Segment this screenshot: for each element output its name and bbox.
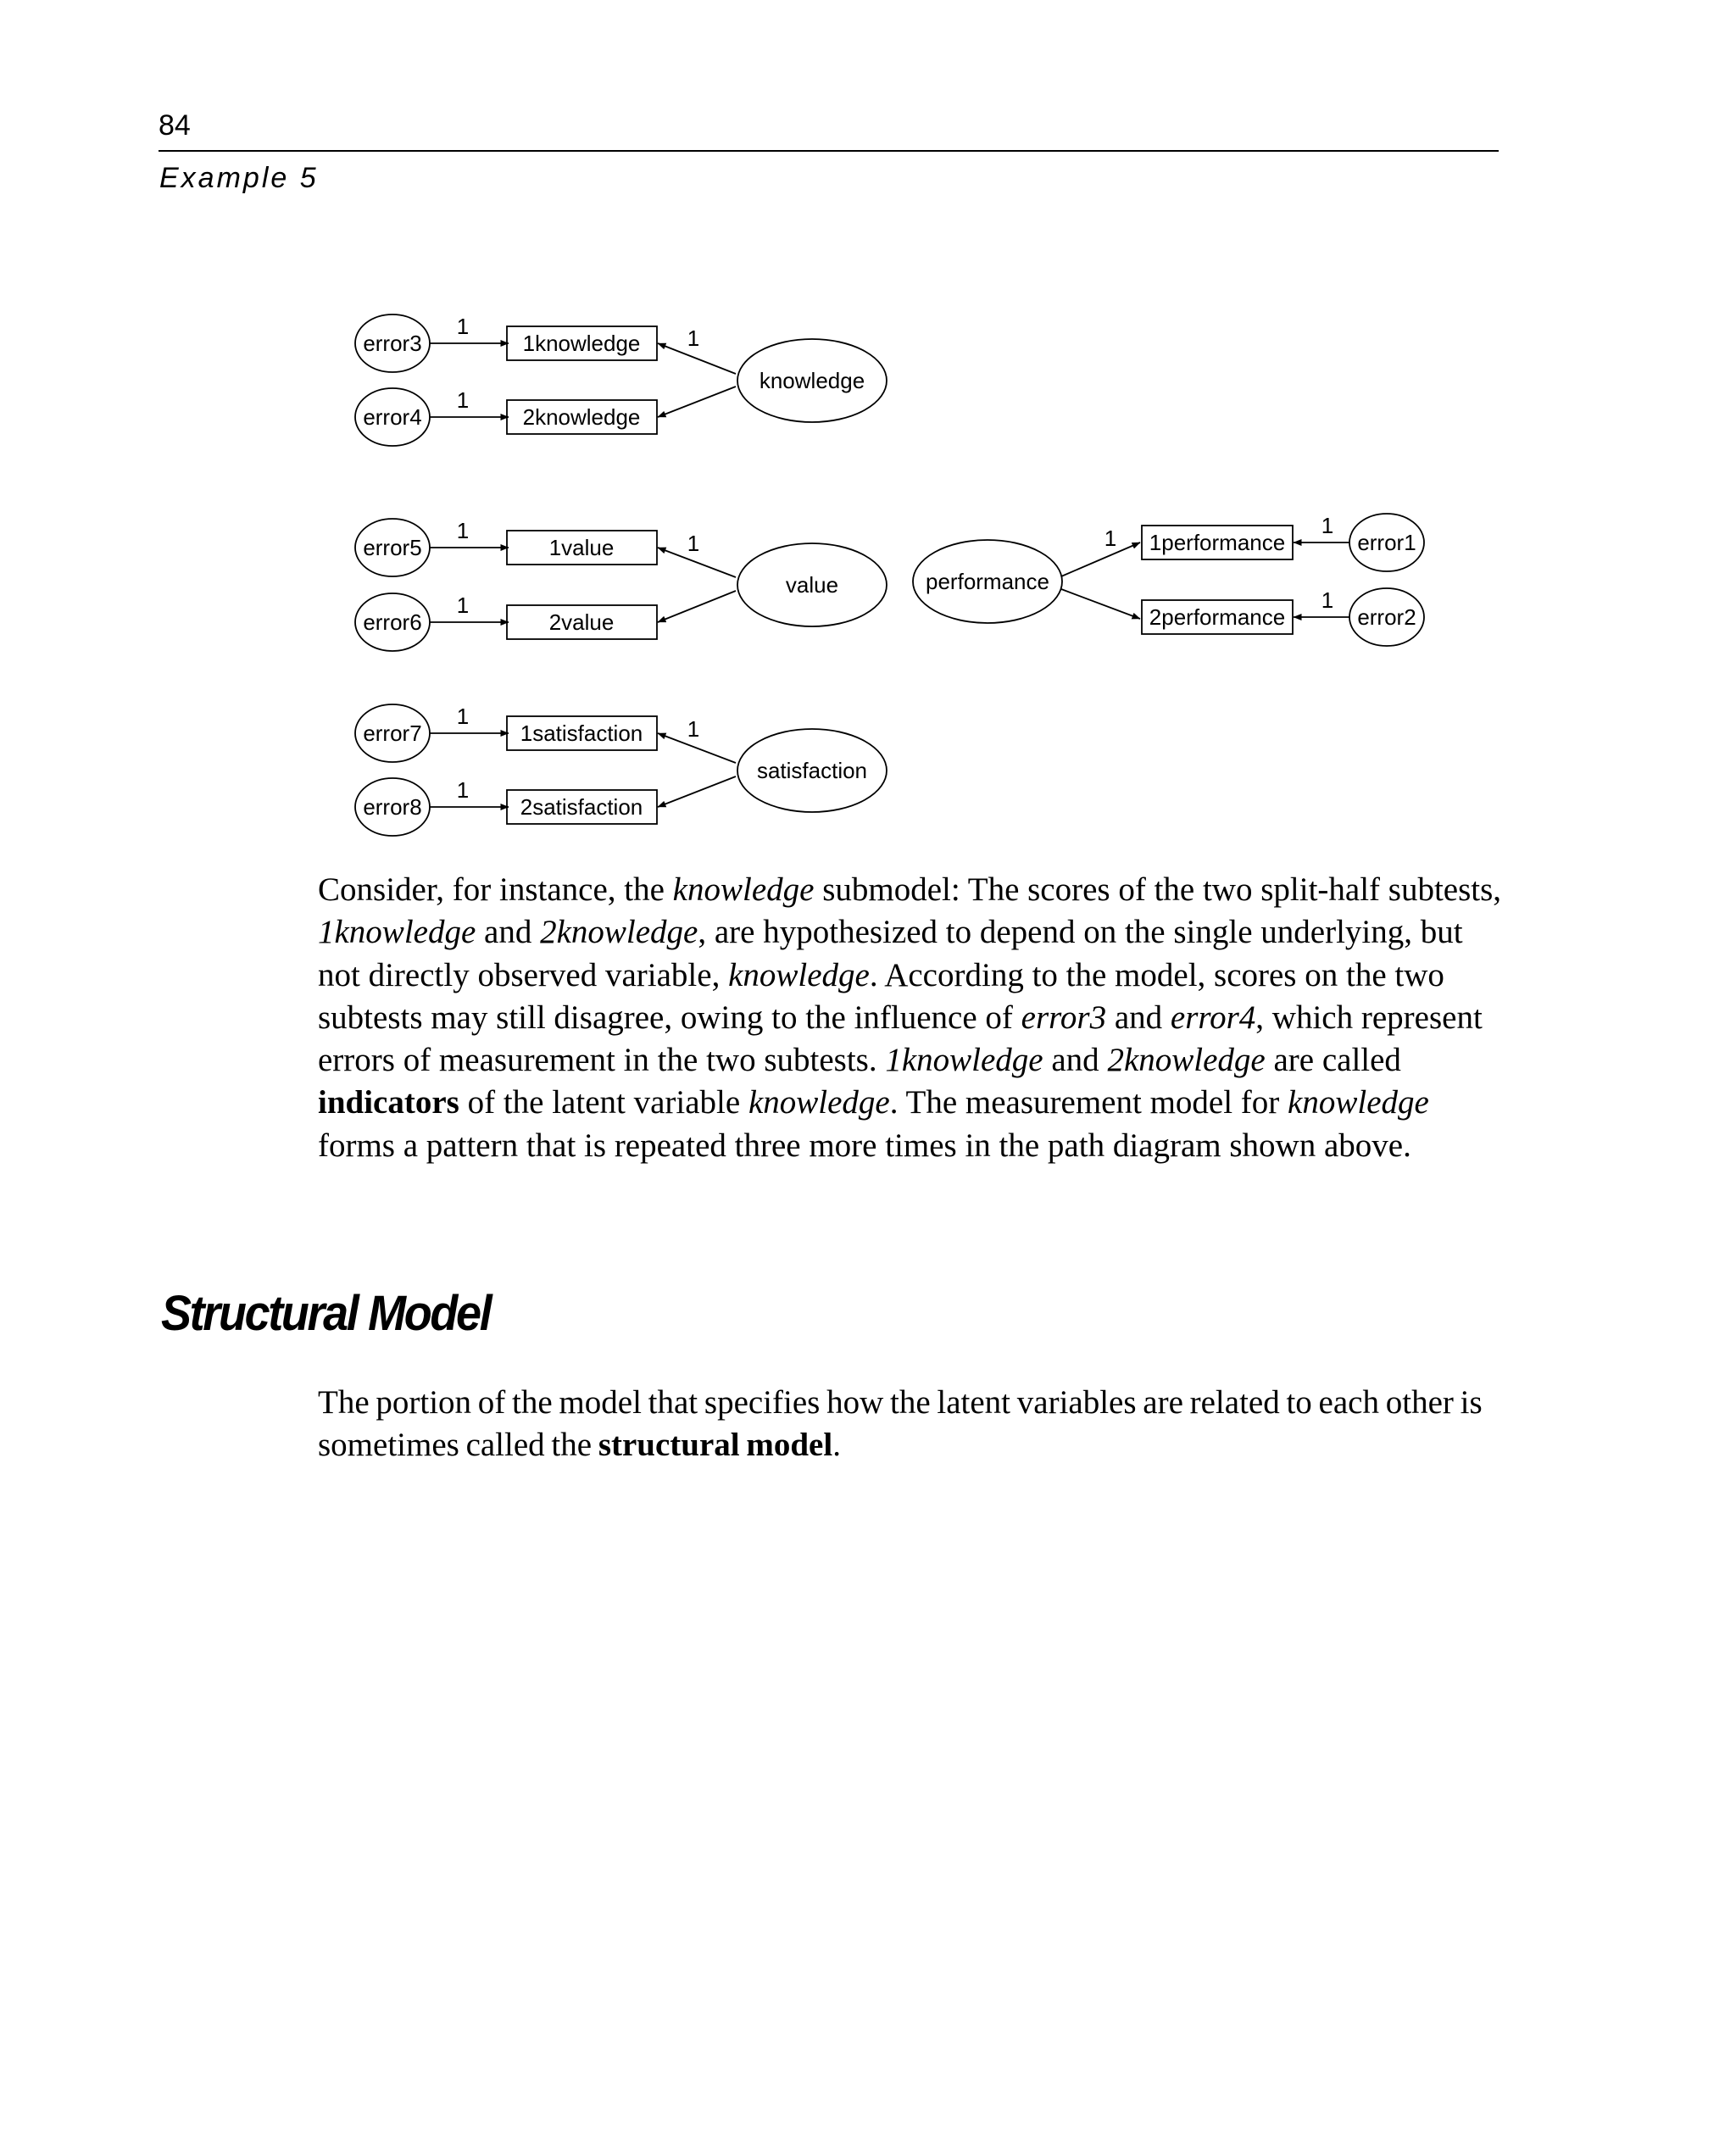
weight-label: 1: [456, 593, 470, 618]
1satisfaction-label: 1satisfaction: [520, 721, 643, 746]
path-satisfaction-2satisfaction: [658, 776, 736, 807]
bold-term: indicators: [318, 1084, 459, 1121]
italic-term: knowledge: [748, 1084, 890, 1121]
2value-label: 2value: [548, 609, 615, 635]
text-run: and: [1106, 999, 1171, 1036]
knowledge-label: knowledge: [759, 368, 865, 393]
explanation-paragraph: [318, 869, 1505, 1167]
weight-label: 1: [1321, 587, 1334, 613]
weight-label: 1: [687, 325, 700, 351]
2knowledge-label: 2knowledge: [522, 404, 641, 430]
weight-label: 1: [456, 387, 470, 413]
performance-label: performance: [926, 569, 1049, 594]
italic-term: 1knowledge: [318, 914, 476, 951]
text-run: .: [832, 1427, 841, 1464]
page-number: 84: [159, 109, 191, 142]
weight-label: 1: [687, 531, 700, 556]
weight-label: 1: [456, 314, 470, 339]
text-run: , which represent errors of measurement in the two subtests.: [318, 999, 1483, 1079]
path-diagram: [0, 0, 1736, 848]
path-knowledge-2knowledge: [658, 387, 736, 417]
running-head: Example 5: [159, 162, 319, 194]
error8-label: error8: [363, 794, 422, 820]
2performance-label: 2performance: [1149, 604, 1286, 630]
error5-label: error5: [363, 535, 422, 560]
path-performance-1performance: [1061, 542, 1140, 576]
weight-label: 1: [456, 777, 470, 803]
italic-term: knowledge: [728, 956, 870, 993]
text-run: . According to the model, scores on the two subtests may still disagree, owing to the influence of: [318, 956, 1444, 1036]
path-performance-2performance: [1061, 589, 1140, 619]
error4-label: error4: [363, 404, 422, 430]
text-run: The portion of the model that specifies how the latent variables are related to each other is sometimes called the: [318, 1384, 1483, 1464]
1value-label: 1value: [548, 535, 615, 560]
2satisfaction-label: 2satisfaction: [520, 794, 643, 820]
text-run: , are hypothesized to depend on the single underlying, but not directly observed variable,: [318, 914, 1463, 993]
weight-label: 1: [687, 716, 700, 742]
satisfaction-label: satisfaction: [756, 758, 868, 783]
text-run: and: [476, 914, 541, 951]
text-run: . The measurement model for: [889, 1084, 1288, 1121]
italic-term: knowledge: [672, 871, 815, 908]
section-heading: Structural Model: [161, 1286, 491, 1341]
error2-label: error2: [1357, 604, 1416, 630]
1knowledge-label: 1knowledge: [522, 331, 641, 356]
bold-term: structural model: [598, 1427, 833, 1464]
value-label: value: [785, 572, 839, 598]
italic-term: error4: [1170, 999, 1256, 1036]
weight-label: 1: [456, 704, 470, 729]
error6-label: error6: [363, 609, 422, 635]
text-run: and: [1043, 1042, 1108, 1079]
italic-term: 2knowledge: [1107, 1042, 1266, 1079]
path-value-2value: [658, 591, 736, 622]
text-run: submodel: The scores of the two split-half subtests,: [814, 871, 1502, 908]
text-run: of the latent variable: [459, 1084, 748, 1121]
italic-term: 1knowledge: [885, 1042, 1043, 1079]
structural-model-paragraph: [318, 1382, 1505, 1467]
text-run: are called: [1265, 1042, 1401, 1079]
error7-label: error7: [363, 721, 422, 746]
error3-label: error3: [363, 331, 422, 356]
error1-label: error1: [1357, 530, 1416, 555]
1performance-label: 1performance: [1149, 530, 1286, 555]
text-run: Consider, for instance, the: [318, 871, 673, 908]
weight-label: 1: [1321, 513, 1334, 538]
italic-term: 2knowledge: [540, 914, 698, 951]
text-run: forms a pattern that is repeated three more times in the path diagram shown above.: [318, 1127, 1411, 1164]
italic-term: error3: [1021, 999, 1107, 1036]
weight-label: 1: [1104, 526, 1117, 551]
italic-term: knowledge: [1288, 1084, 1429, 1121]
weight-label: 1: [456, 518, 470, 543]
